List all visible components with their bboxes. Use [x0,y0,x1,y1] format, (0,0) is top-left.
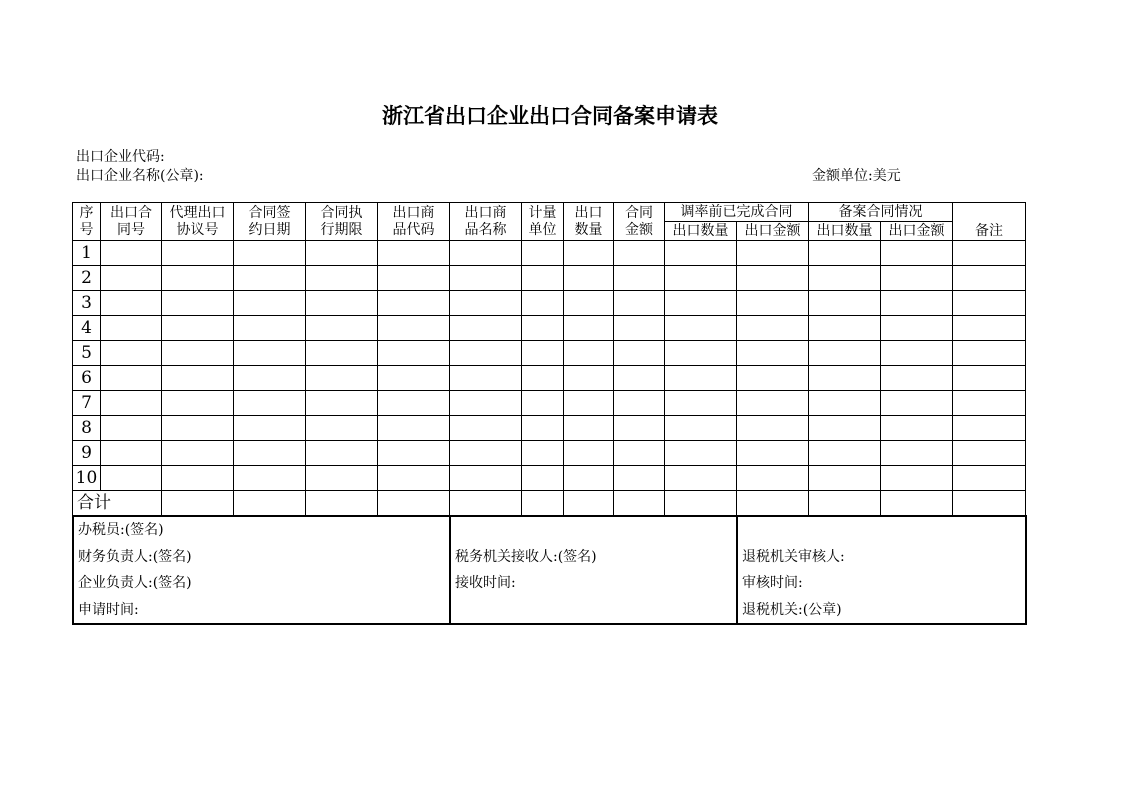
table-cell[interactable] [522,416,564,441]
table-row [73,391,1026,416]
table-cell[interactable] [101,466,162,491]
table-cell[interactable] [162,391,234,416]
table-cell[interactable] [564,366,614,391]
header-filing-export-amount: 出口金额 [881,222,953,241]
table-cell[interactable] [234,416,306,441]
total-cell[interactable] [737,491,809,516]
table-cell[interactable] [378,441,450,466]
table-cell[interactable] [564,441,614,466]
table-cell[interactable] [737,466,809,491]
table-cell[interactable] [665,466,737,491]
table-row [73,416,1026,441]
table-cell[interactable] [234,241,306,266]
table-cell[interactable] [737,366,809,391]
refund-office-seal-line: 退税机关:(公章) [742,601,842,618]
table-cell[interactable] [737,391,809,416]
table-cell[interactable] [953,441,1026,466]
table-cell[interactable] [614,366,665,391]
table-cell[interactable] [953,466,1026,491]
table-cell[interactable] [234,291,306,316]
table-cell[interactable] [306,416,378,441]
table-cell[interactable] [306,241,378,266]
table-cell[interactable] [306,366,378,391]
table-cell[interactable] [665,241,737,266]
table-cell[interactable] [953,266,1026,291]
table-cell[interactable] [665,391,737,416]
table-cell[interactable] [234,441,306,466]
table-row [73,366,1026,391]
table-cell[interactable] [101,391,162,416]
company-name-label: 出口企业名称(公章): [76,168,204,184]
tax-office-blank-line-2 [455,597,732,624]
table-cell[interactable] [614,416,665,441]
table-cell[interactable] [162,241,234,266]
table-cell[interactable] [737,241,809,266]
row-number: 7 [73,391,101,416]
table-cell[interactable] [101,266,162,291]
header-seq: 序 号 [73,203,101,241]
header-remark: 备注 [953,203,1026,241]
table-row [73,241,1026,266]
table-cell[interactable] [234,466,306,491]
table-cell[interactable] [809,391,881,416]
table-cell[interactable] [162,466,234,491]
table-cell[interactable] [665,291,737,316]
table-cell[interactable] [450,366,522,391]
total-cell[interactable] [953,491,1026,516]
tax-office-receiver-line: 税务机关接收人:(签名) [455,548,597,565]
tax-clerk-line: 办税员:(签名) [78,522,164,538]
table-cell[interactable] [737,341,809,366]
table-cell[interactable] [737,291,809,316]
table-cell[interactable] [378,316,450,341]
table-cell[interactable] [378,241,450,266]
table-cell[interactable] [378,466,450,491]
table-cell[interactable] [378,366,450,391]
table-cell[interactable] [737,441,809,466]
table-cell[interactable] [614,291,665,316]
table-cell[interactable] [665,266,737,291]
table-cell[interactable] [564,316,614,341]
table-cell[interactable] [450,291,522,316]
company-head-line: 企业负责人:(签名) [78,575,192,591]
table-cell[interactable] [450,466,522,491]
table-cell[interactable] [614,441,665,466]
table-cell[interactable] [101,366,162,391]
table-cell[interactable] [522,391,564,416]
table-cell[interactable] [614,316,665,341]
table-cell[interactable] [522,341,564,366]
table-cell[interactable] [953,416,1026,441]
table-cell[interactable] [234,341,306,366]
table-cell[interactable] [162,366,234,391]
tax-office-receipt [450,516,737,624]
table-row [73,316,1026,341]
table-cell[interactable] [101,341,162,366]
header-contract-amount: 合同 金额 [614,203,665,241]
table-cell[interactable] [809,241,881,266]
refund-reviewer-line: 退税机关审核人: [742,548,845,565]
total-cell[interactable] [522,491,564,516]
table-cell[interactable] [881,316,953,341]
row-number: 3 [73,291,101,316]
header-sign-date: 合同签 约日期 [234,203,306,241]
table-cell[interactable] [564,391,614,416]
table-cell[interactable] [809,466,881,491]
total-row [73,491,1026,516]
table-cell[interactable] [450,316,522,341]
table-cell[interactable] [564,341,614,366]
table-cell[interactable] [522,466,564,491]
table-cell[interactable] [737,416,809,441]
row-number: 9 [73,441,101,466]
table-cell[interactable] [234,366,306,391]
table-cell[interactable] [234,316,306,341]
table-cell[interactable] [881,466,953,491]
table-cell[interactable] [614,466,665,491]
total-cell[interactable] [378,491,450,516]
row-number: 1 [73,241,101,266]
company-code-label: 出口企业代码: [76,149,165,165]
row-number: 6 [73,366,101,391]
table-cell[interactable] [809,266,881,291]
table-cell[interactable] [881,341,953,366]
table-cell[interactable] [953,241,1026,266]
table-cell[interactable] [101,316,162,341]
table-cell[interactable] [306,441,378,466]
table-cell[interactable] [378,391,450,416]
header-goods-name: 出口商 品名称 [450,203,522,241]
table-cell[interactable] [450,241,522,266]
total-label: 合计 [73,491,162,516]
total-cell[interactable] [809,491,881,516]
table-cell[interactable] [162,266,234,291]
table-cell[interactable] [881,241,953,266]
table-cell[interactable] [881,441,953,466]
row-number: 5 [73,341,101,366]
table-row [73,441,1026,466]
table-cell[interactable] [881,391,953,416]
table-cell[interactable] [378,341,450,366]
table-cell[interactable] [953,341,1026,366]
row-number: 4 [73,316,101,341]
table-cell[interactable] [953,291,1026,316]
form-title: 浙江省出口企业出口合同备案申请表 [382,104,718,128]
table-cell[interactable] [614,266,665,291]
row-number: 8 [73,416,101,441]
table-cell[interactable] [101,291,162,316]
header-completed-export-qty: 出口数量 [665,222,737,241]
table-cell[interactable] [564,266,614,291]
table-cell[interactable] [450,341,522,366]
header-exec-period: 合同执 行期限 [306,203,378,241]
total-cell[interactable] [162,491,234,516]
table-cell[interactable] [522,441,564,466]
total-cell[interactable] [665,491,737,516]
contract-table [72,202,1026,516]
header-completed-group: 调率前已完成合同 [665,203,809,222]
table-cell[interactable] [522,266,564,291]
header-filing-group: 备案合同情况 [809,203,953,222]
row-number: 2 [73,266,101,291]
table-cell[interactable] [450,266,522,291]
table-row [73,466,1026,491]
table-cell[interactable] [306,341,378,366]
table-cell[interactable] [665,316,737,341]
application-time-line: 申请时间: [78,601,139,618]
table-cell[interactable] [953,391,1026,416]
table-cell[interactable] [450,441,522,466]
table-cell[interactable] [809,291,881,316]
table-cell[interactable] [953,366,1026,391]
table-cell[interactable] [564,241,614,266]
table-cell[interactable] [809,366,881,391]
table-cell[interactable] [378,266,450,291]
total-cell[interactable] [614,491,665,516]
refund-office-blank-line [742,517,1021,544]
header-agency-agreement: 代理出口 协议号 [162,203,234,241]
review-time-line: 审核时间: [742,575,803,591]
table-cell[interactable] [450,391,522,416]
table-cell[interactable] [881,266,953,291]
total-cell[interactable] [306,491,378,516]
table-cell[interactable] [306,291,378,316]
table-cell[interactable] [234,266,306,291]
table-cell[interactable] [614,391,665,416]
header-contract-no: 出口合 同号 [101,203,162,241]
table-cell[interactable] [306,266,378,291]
table-row [73,266,1026,291]
table-cell[interactable] [522,366,564,391]
total-cell[interactable] [234,491,306,516]
table-cell[interactable] [162,441,234,466]
table-row [73,341,1026,366]
table-cell[interactable] [522,241,564,266]
table-cell[interactable] [665,441,737,466]
table-cell[interactable] [450,416,522,441]
table-row [73,291,1026,316]
refund-office-review [737,516,1026,624]
table-cell[interactable] [737,316,809,341]
table-cell[interactable] [234,391,306,416]
amount-unit-label: 金额单位:美元 [812,168,901,184]
header-goods-code: 出口商 品代码 [378,203,450,241]
table-cell[interactable] [665,341,737,366]
header-unit: 计量 单位 [522,203,564,241]
table-cell[interactable] [101,241,162,266]
total-cell[interactable] [564,491,614,516]
table-cell[interactable] [101,441,162,466]
table-cell[interactable] [564,291,614,316]
table-cell[interactable] [665,366,737,391]
table-cell[interactable] [522,316,564,341]
table-cell[interactable] [614,341,665,366]
receipt-time-line: 接收时间: [455,575,516,591]
table-cell[interactable] [881,291,953,316]
table-cell[interactable] [101,416,162,441]
table-cell[interactable] [564,466,614,491]
table-cell[interactable] [614,241,665,266]
table-cell[interactable] [665,416,737,441]
table-cell[interactable] [881,416,953,441]
signature-section [72,515,1027,625]
total-cell[interactable] [881,491,953,516]
table-cell[interactable] [162,416,234,441]
table-cell[interactable] [306,466,378,491]
table-cell[interactable] [522,291,564,316]
finance-head-line: 财务负责人:(签名) [78,548,192,565]
table-cell[interactable] [809,341,881,366]
table-cell[interactable] [953,316,1026,341]
table-cell[interactable] [306,391,378,416]
header-completed-export-amount: 出口金额 [737,222,809,241]
table-cell[interactable] [881,366,953,391]
table-cell[interactable] [378,291,450,316]
total-cell[interactable] [450,491,522,516]
row-number: 10 [73,466,101,491]
table-cell[interactable] [564,416,614,441]
tax-office-blank-line [455,517,732,544]
table-cell[interactable] [162,291,234,316]
header-quantity: 出口 数量 [564,203,614,241]
table-cell[interactable] [809,441,881,466]
table-cell[interactable] [809,416,881,441]
header-filing-export-qty: 出口数量 [809,222,881,241]
table-cell[interactable] [306,316,378,341]
table-cell[interactable] [378,416,450,441]
table-cell[interactable] [737,266,809,291]
table-cell[interactable] [162,316,234,341]
table-cell[interactable] [162,341,234,366]
table-cell[interactable] [809,316,881,341]
applicant-signatures [73,516,450,624]
